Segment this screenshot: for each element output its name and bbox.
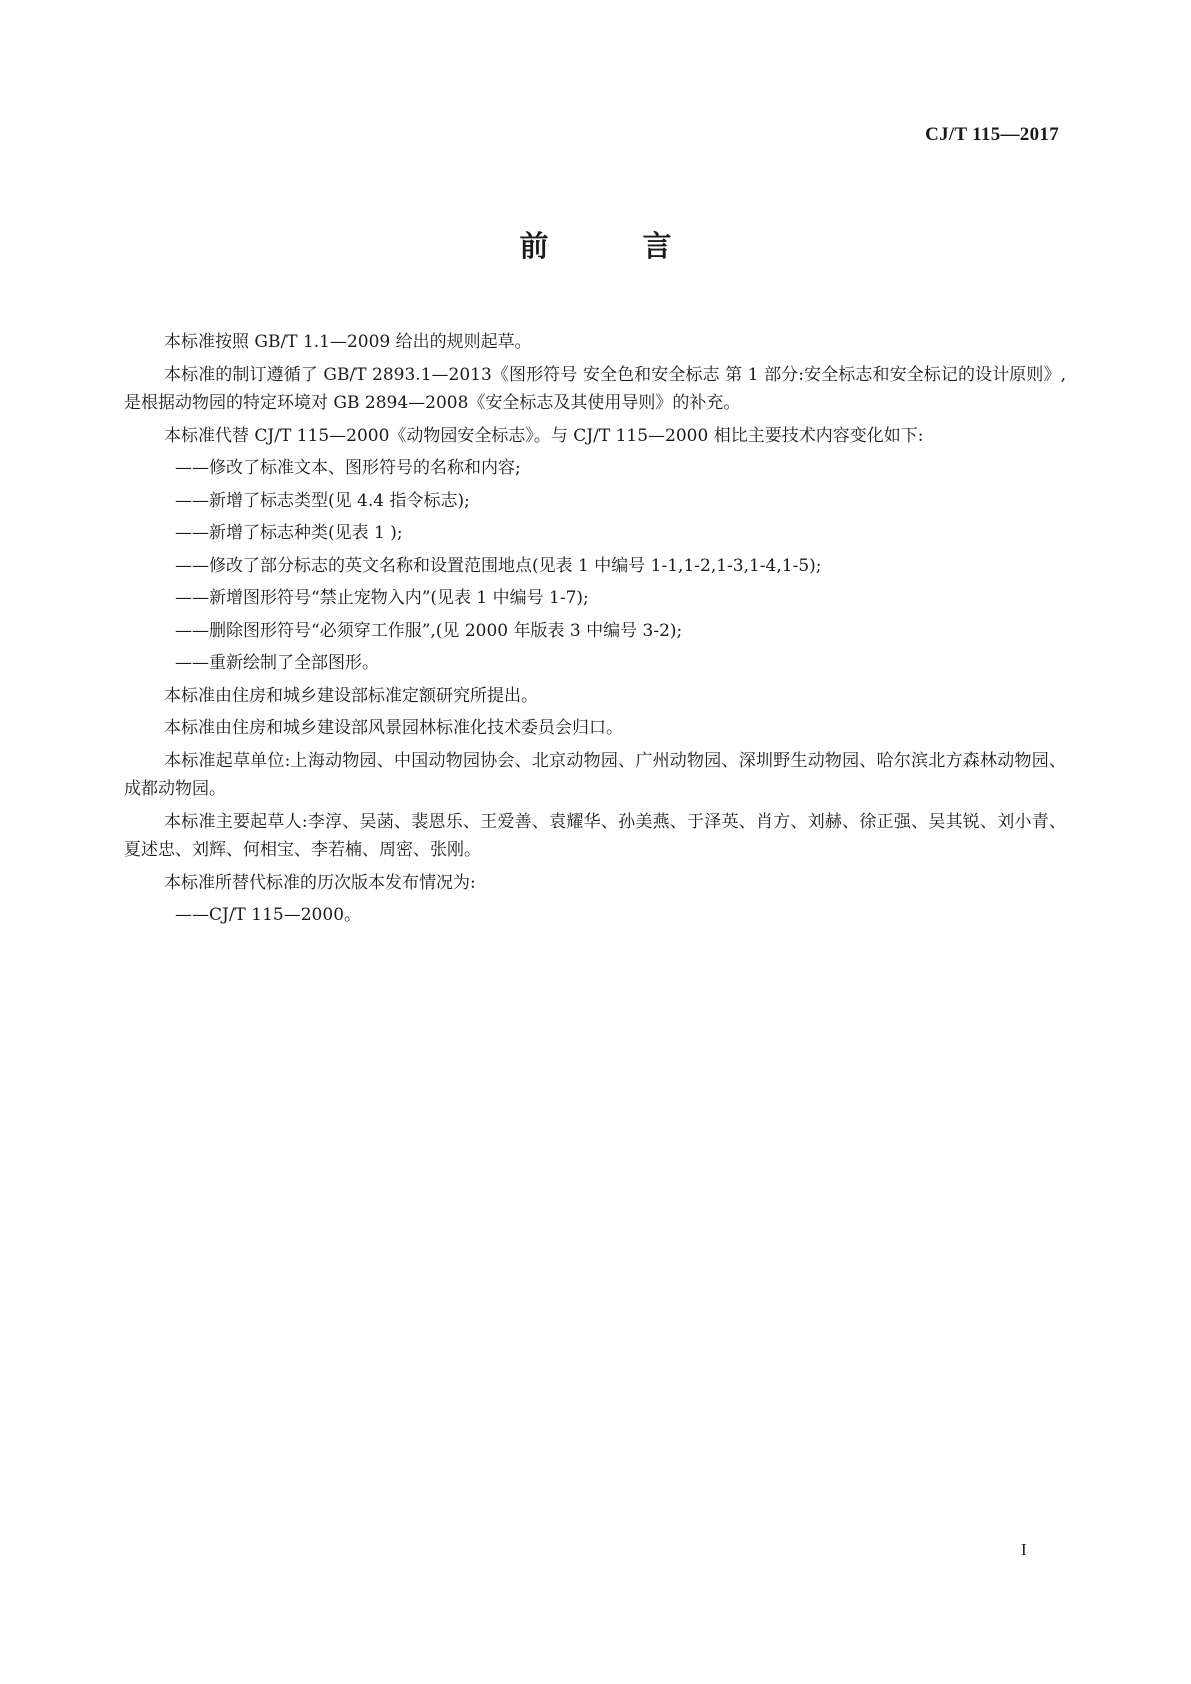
paragraph: 本标准按照 GB/T 1.1—2009 给出的规则起草。 xyxy=(164,332,532,352)
paragraph: 本标准由住房和城乡建设部风景园林标准化技术委员会归口。 xyxy=(164,718,623,738)
list-item: ——CJ/T 115—2000。 xyxy=(175,905,362,925)
list-item: ——删除图形符号“必须穿工作服”,(见 2000 年版表 3 中编号 3-2); xyxy=(175,620,683,641)
page-number: I xyxy=(1021,1540,1027,1559)
list-item: ——新增了标志种类(见表 1 ); xyxy=(175,523,403,543)
paragraph: 本标准主要起草人:李淳、吴菡、裴恩乐、王爱善、袁耀华、孙美燕、于泽英、肖方、刘赫、徐正强、吴其锐、刘小青、夏述忠、刘辉、何相宝、李若楠、周密、张刚。 xyxy=(124,811,1066,860)
paragraph: 本标准由住房和城乡建设部标准定额研究所提出。 xyxy=(164,685,538,706)
paragraph: 本标准所替代标准的历次版本发布情况为: xyxy=(164,872,476,893)
list-item: ——新增了标志类型(见 4.4 指令标志); xyxy=(175,490,470,511)
page-title: 前 言 xyxy=(519,229,714,263)
paragraph: 本标准的制订遵循了 GB/T 2893.1—2013《图形符号 安全色和安全标志 第 1 部分:安全标志和安全标记的设计原则》,是根据动物园的特定环境对 GB 2894—2008《安全标志及其使用导则》的补充。 xyxy=(124,364,1066,413)
list-item: ——重新绘制了全部图形。 xyxy=(175,653,379,673)
paragraph: 本标准代替 CJ/T 115—2000《动物园安全标志》。与 CJ/T 115—2000 相比主要技术内容变化如下: xyxy=(164,425,924,446)
list-item: ——修改了标准文本、图形符号的名称和内容; xyxy=(175,458,521,478)
list-item: ——新增图形符号“禁止宠物入内”(见表 1 中编号 1-7); xyxy=(175,588,589,608)
document-body xyxy=(124,328,1066,934)
paragraph: 本标准起草单位:上海动物园、中国动物园协会、北京动物园、广州动物园、深圳野生动物园、哈尔滨北方森林动物园、成都动物园。 xyxy=(124,750,1066,799)
list-item: ——修改了部分标志的英文名称和设置范围地点(见表 1 中编号 1-1,1-2,1-3,1-4,1-5); xyxy=(175,555,822,576)
standard-code: CJ/T 115—2017 xyxy=(925,124,1059,145)
